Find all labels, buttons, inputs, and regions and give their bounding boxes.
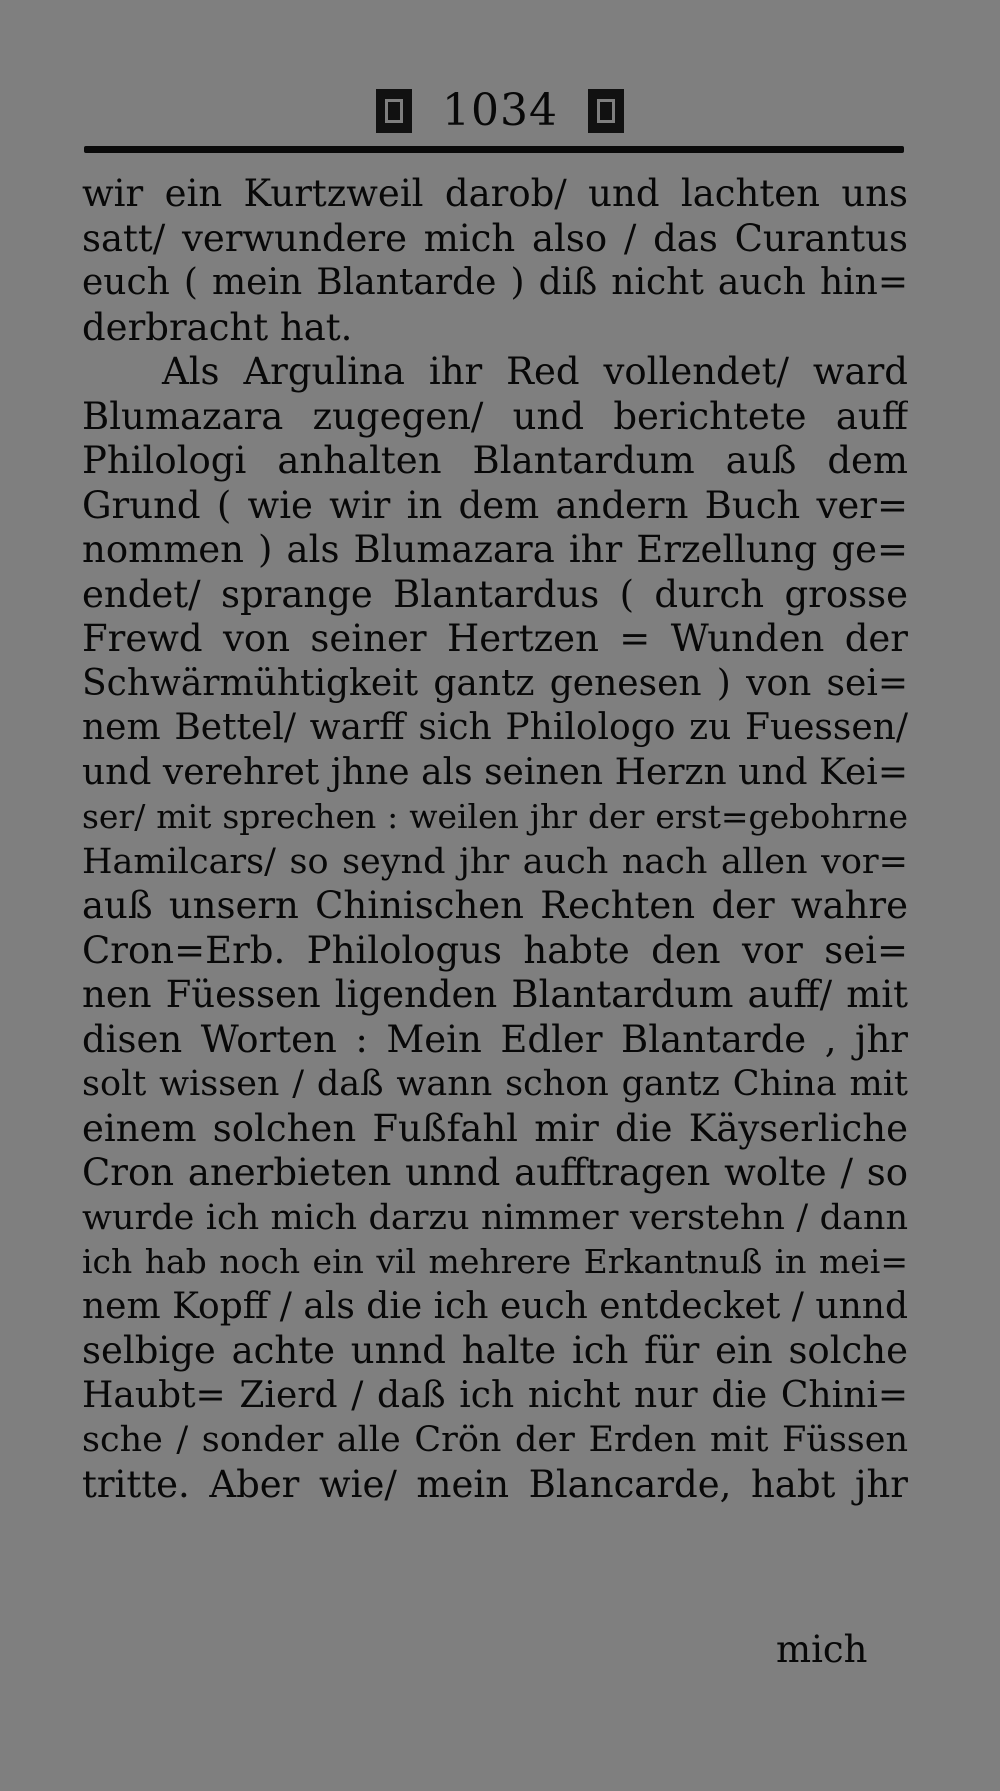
text-line: Philologi anhalten Blantardum auß dem xyxy=(82,439,908,482)
text-line: euch ( mein Blantarde ) diß nicht auch hin= xyxy=(82,262,908,303)
text-line: disen Worten : Mein Edler Blantarde , jhr xyxy=(82,1017,908,1061)
text-line: nem Bettel/ warff sich Philologo zu Fuessen/ xyxy=(82,707,908,748)
page-header xyxy=(0,78,1000,141)
text-line: Grund ( wie wir in dem andern Buch ver= xyxy=(82,483,908,527)
header-rule xyxy=(84,146,904,153)
text-line: ich hab noch ein vil mehrere Erkantnuß in mei= xyxy=(82,1242,908,1281)
ornament-left-icon xyxy=(376,89,412,133)
text-line: und verehret jhne als seinen Herzn und Kei= xyxy=(82,751,908,793)
text-line: nem Kopff / als die ich euch entdecket / unnd xyxy=(82,1285,908,1327)
text-line: Als Argulina ihr Red vollendet/ ward xyxy=(162,350,908,393)
text-line: nommen ) als Blumazara ihr Erzellung ge= xyxy=(82,528,908,571)
text-line: selbige achte unnd halte ich für ein solche xyxy=(82,1329,908,1372)
text-line: auß unsern Chinischen Rechten der wahre xyxy=(82,884,908,927)
text-line: Frewd von seiner Hertzen = Wunden der xyxy=(82,617,908,660)
text-line: wurde ich mich darzu nimmer verstehn / dann xyxy=(82,1197,908,1238)
text-line: solt wissen / daß wann schon gantz China mit xyxy=(82,1064,908,1104)
text-line: Blumazara zugegen/ und berichtete auff xyxy=(82,394,908,438)
text-line: tritte. Aber wie/ mein Blancarde, habt jhr xyxy=(82,1462,908,1506)
ornament-right-icon xyxy=(588,89,624,133)
text-line: endet/ sprange Blantardus ( durch grosse xyxy=(82,572,908,616)
text-line: Schwärmühtigkeit gantz genesen ) von sei= xyxy=(82,662,908,704)
text-line: derbracht hat. xyxy=(82,305,353,349)
text-line: ser/ mit sprechen : weilen jhr der erst=gebohrne xyxy=(82,797,908,836)
text-line: wir ein Kurtzweil darob/ und lachten uns xyxy=(82,172,908,215)
text-line: Haubt= Zierd / daß ich nicht nur die Chini= xyxy=(82,1374,908,1416)
text-line: Hamilcars/ so seynd jhr auch nach allen vor= xyxy=(82,841,908,882)
page-number: 1034 xyxy=(442,84,558,136)
body-text xyxy=(82,172,908,1507)
text-line: nen Füessen ligenden Blantardum auff/ mit xyxy=(82,973,908,1016)
catchword: mich xyxy=(776,1628,868,1671)
text-line: satt/ verwundere mich also / das Curantus xyxy=(82,216,908,260)
text-line: Cron=Erb. Philologus habte den vor sei= xyxy=(82,928,908,972)
text-line: Cron anerbieten unnd aufftragen wolte / so xyxy=(82,1151,908,1194)
text-line: sche / sonder alle Crön der Erden mit Füssen xyxy=(82,1420,908,1460)
text-line: einem solchen Fußfahl mir die Käyserliche xyxy=(82,1106,908,1150)
